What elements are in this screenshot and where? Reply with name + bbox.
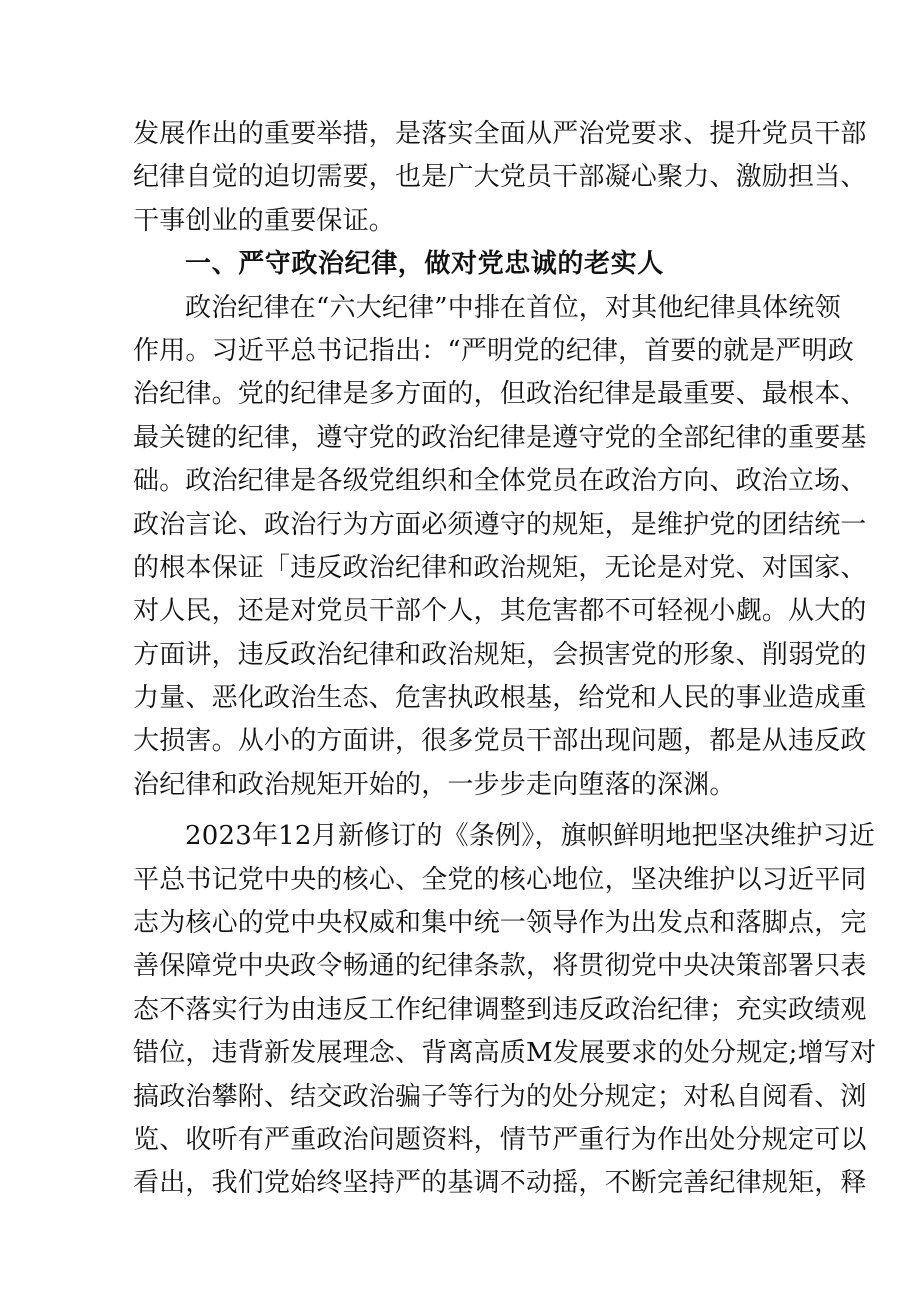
- text-line: 善保障党中央政令畅通的纪律条款，将贯彻党中央决策部署只表: [133, 951, 867, 982]
- text-line: 的根本保证「违反政治纪律和政治规矩，无论是对党、对国家、: [133, 552, 867, 583]
- text-line: 治纪律和政治规矩开始的，一步步走向堕落的深渊。: [133, 769, 736, 800]
- text-line: 治纪律。党的纪律是多方面的，但政治纪律是最重要、最根本、: [133, 379, 867, 410]
- text-line: 政治纪律在“六大纪律”中排在首位，对其他纪律具体统领: [185, 292, 841, 323]
- text-line: 2023年12月新修订的《条例》，旗帜鲜明地把坚决维护习近: [185, 821, 876, 852]
- text-line: 平总书记党中央的核心、全党的核心地位，坚决维护以习近平同: [133, 864, 867, 895]
- text-line: 发展作出的重要举措，是落实全面从严治党要求、提升党员干部: [133, 119, 867, 149]
- text-line: 作用。习近平总书记指出：“严明党的纪律，首要的就是严明政: [133, 335, 854, 366]
- text-line: 干事创业的重要保证。: [133, 205, 396, 236]
- document-body: [133, 113, 877, 1206]
- text-line: 大损害。从小的方面讲，很多党员干部出现问题，都是从违反政: [133, 726, 867, 757]
- text-line: 搞政治攀附、结交政治骗子等行为的处分规定；对私自阅看、浏: [133, 1081, 867, 1112]
- paragraph-political-discipline: [133, 287, 867, 808]
- text-line: 础。政治纪律是各级党组织和全体党员在政治方向、政治立场、: [133, 466, 867, 497]
- text-line: 对人民，还是对党员干部个人，其危害都不可轻视小觑。从大的: [133, 596, 867, 627]
- text-line: 政治言论、政治行为方面必须遵守的规矩，是维护党的团结统一: [133, 509, 867, 540]
- text-line: 纪律自觉的迫切需要，也是广大党员干部凝心聚力、激励担当、: [133, 162, 867, 193]
- text-line: 志为核心的党中央权威和集中统一领导作为出发点和落脚点，完: [133, 908, 867, 939]
- text-line: 看出，我们党始终坚持严的基调不动摇，不断完善纪律规矩，释: [133, 1168, 867, 1199]
- text-line: 错位，违背新发展理念、背离高质M发展要求的处分规定;增写对: [133, 1038, 877, 1069]
- text-line: 览、收听有严重政治问题资料，情节严重行为作出处分规定可以: [133, 1124, 867, 1155]
- section-heading: 一、严守政治纪律，做对党忠诚的老实人: [185, 249, 664, 280]
- paragraph-regulations-2023: [133, 815, 877, 1206]
- text-line: 力量、恶化政治生态、危害执政根基，给党和人民的事业造成重: [133, 683, 867, 714]
- text-line: 态不落实行为由违反工作纪律调整到违反政治纪律；充实政绩观: [133, 994, 867, 1025]
- text-line: 方面讲，违反政治纪律和政治规矩，会损害党的形象、削弱党的: [133, 639, 867, 670]
- text-line: 最关键的纪律，遵守党的政治纪律是遵守党的全部纪律的重要基: [133, 422, 867, 453]
- paragraph-gap: [133, 807, 789, 815]
- intro-paragraph: [133, 113, 867, 243]
